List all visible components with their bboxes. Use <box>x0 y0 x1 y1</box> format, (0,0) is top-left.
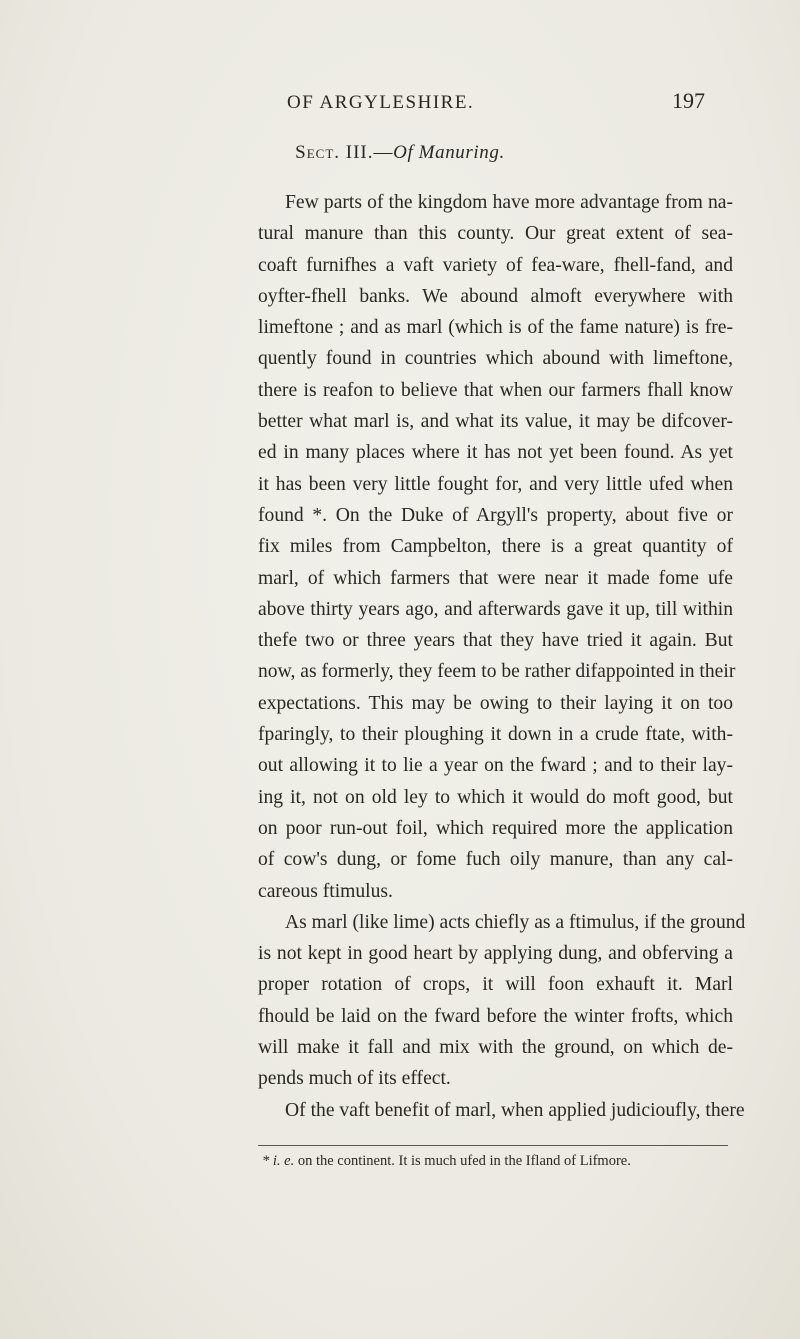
text-line: ing it, not on old ley to which it would do moft good, but <box>258 786 733 808</box>
text-line: quently found in countries which abound with limeftone, <box>258 348 733 370</box>
text-line: is not kept in good heart by applying dung, and obferving a <box>258 943 733 965</box>
body-text <box>258 187 746 1126</box>
footnote <box>262 1153 732 1170</box>
text-line: above thirty years ago, and afterwards gave it up, till within <box>258 598 733 620</box>
text-line: fhould be laid on the fward before the winter frofts, which <box>258 1005 733 1027</box>
text-line: of cow's dung, or fome fuch oily manure, than any cal- <box>258 849 733 871</box>
text-line: now, as formerly, they feem to be rather difappointed in their <box>258 661 736 683</box>
text-line: fparingly, to their ploughing it down in a crude ftate, with- <box>258 724 733 746</box>
text-line: proper rotation of crops, it will foon exhauft it. Marl <box>258 974 733 996</box>
text-line: Of the vaft benefit of marl, when applied judicioufly, there <box>285 1099 745 1121</box>
text-line: found *. On the Duke of Argyll's property, about five or <box>258 504 733 526</box>
text-line: ed in many places where it has not yet been found. As yet <box>258 442 733 464</box>
text-line: will make it fall and mix with the ground, on which de- <box>258 1037 733 1059</box>
section-heading <box>0 142 800 164</box>
text-line: better what marl is, and what its value, it may be difcover- <box>258 411 733 433</box>
text-line: pends much of its effect. <box>258 1068 451 1090</box>
text-line: expectations. This may be owing to their laying it on too <box>258 692 733 714</box>
section-dash: — <box>373 142 394 163</box>
text-line: thefe two or three years that they have tried it again. But <box>258 630 733 652</box>
footnote-divider <box>258 1145 728 1146</box>
text-line: on poor run-out foil, which required more the application <box>258 817 733 839</box>
text-line: limeftone ; and as marl (which is of the fame nature) is fre- <box>258 317 733 339</box>
page-number: 197 <box>672 88 705 113</box>
text-line: out allowing it to lie a year on the fward ; and to their lay- <box>258 755 733 777</box>
text-line: tural manure than this county. Our great extent of sea- <box>258 223 733 245</box>
text-line: it has been very little fought for, and very little ufed when <box>258 473 733 495</box>
footnote-text: on the continent. It is much ufed in the Ifland of Lifmore. <box>297 1153 631 1169</box>
text-line: there is reafon to believe that when our farmers fhall know <box>258 379 733 401</box>
text-line: careous ftimulus. <box>258 880 393 902</box>
running-title: OF ARGYLESHIRE. <box>287 92 475 113</box>
text-line: As marl (like lime) acts chiefly as a ftimulus, if the ground <box>285 911 746 933</box>
text-line: marl, of which farmers that were near it made fome ufe <box>258 567 733 589</box>
text-line: Few parts of the kingdom have more advantage from na- <box>285 192 733 213</box>
text-line: oyfter-fhell banks. We abound almoft everywhere with <box>258 285 733 307</box>
section-title: Of Manuring. <box>393 142 505 163</box>
footnote-marker: * i. e. <box>262 1153 295 1169</box>
text-line: fix miles from Campbelton, there is a great quantity of <box>258 536 733 558</box>
text-line: coaft furnifhes a vaft variety of fea-ware, fhell-fand, and <box>258 254 733 276</box>
running-head <box>255 88 705 114</box>
section-label: Sect. III. <box>295 142 374 163</box>
